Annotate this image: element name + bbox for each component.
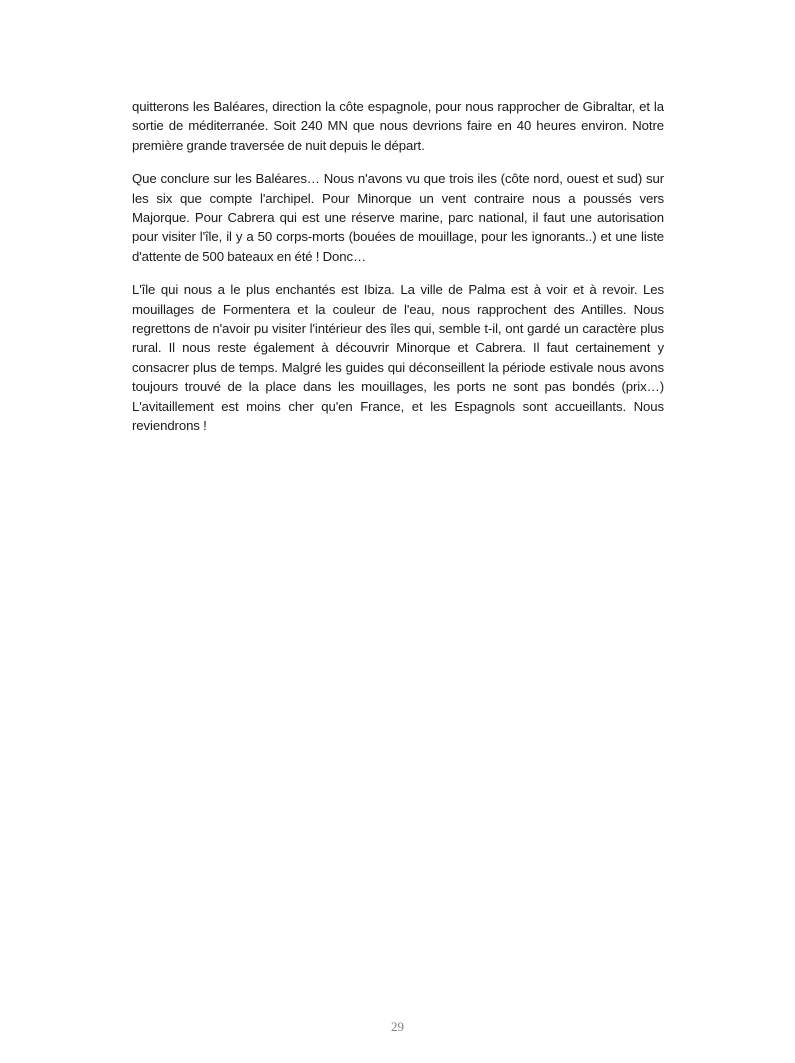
paragraph-3: L'île qui nous a le plus enchantés est Ibiza. La ville de Palma est à voir et à revoir. Les mouillages de Formentera et la couleur de l'eau, nous rapprochent des Antilles. Nous regrettons de n'avoir pu visiter l'intérieur des îles qui, semble t-il, ont gardé un caractère plus rural. Il nous reste également à découvrir Minorque et Cabrera. Il faut certainement y consacrer plus de temps. Malgré les guides qui déconseillent la période estivale nous avons toujours trouvé de la place dans les mouillages, les ports ne sont pas bondés (prix…) L'avitaillement est moins cher qu'en France, et les Espagnols sont accueillants. Nous reviendrons ! <box>132 282 664 434</box>
page-number: 29 <box>391 1019 404 1034</box>
body-text <box>132 97 664 450</box>
paragraph-1: quitterons les Baléares, direction la côte espagnole, pour nous rapprocher de Gibraltar, et la sortie de méditerranée. Soit 240 MN que nous devrions faire en 40 heures environ. Notre première grande traversée de nuit depuis le départ. <box>132 99 664 153</box>
paragraph-2: Que conclure sur les Baléares… Nous n'avons vu que trois iles (côte nord, ouest et sud) sur les six que compte l'archipel. Pour Minorque un vent contraire nous a poussés vers Majorque. Pour Cabrera qui est une réserve marine, parc national, il faut une autorisation pour visiter l'île, il y a 50 corps-morts (bouées de mouillage, pour les ignorants..) et une liste d'attente de 500 bateaux en été ! Donc… <box>132 171 664 264</box>
